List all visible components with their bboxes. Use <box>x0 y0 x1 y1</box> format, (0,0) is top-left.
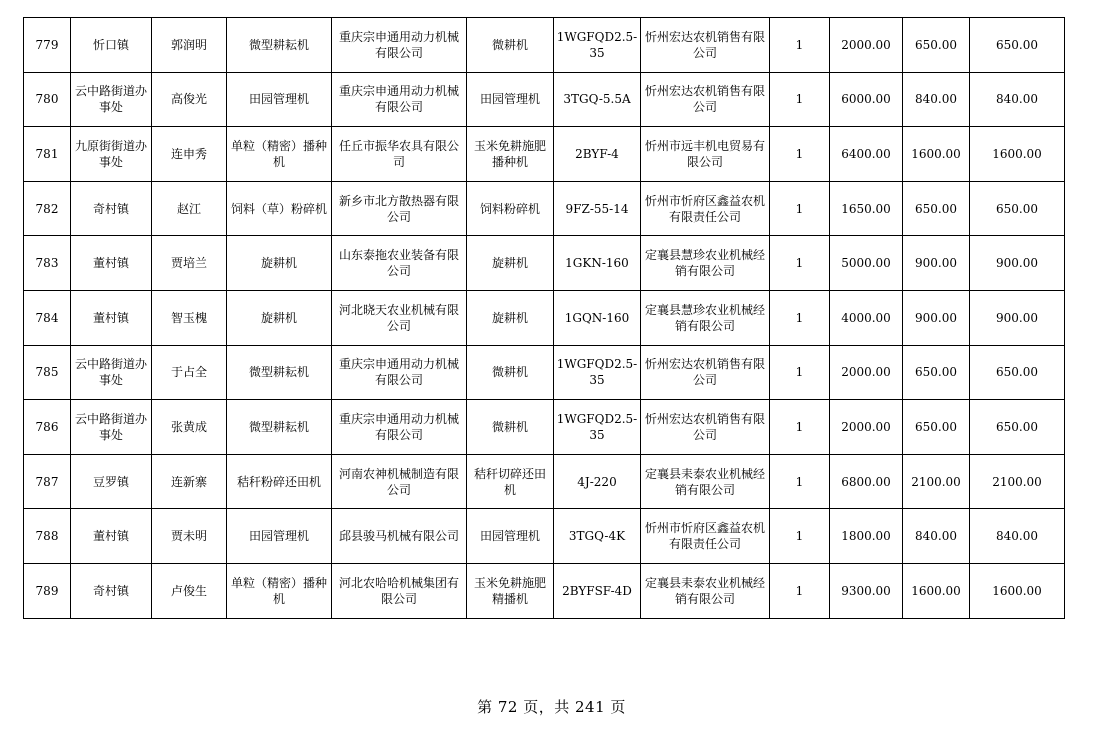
cell-product-name: 饲料粉碎机 <box>467 181 554 236</box>
cell-subsidy-total: 650.00 <box>970 345 1065 400</box>
cell-town: 云中路街道办事处 <box>71 400 152 455</box>
cell-sale-price: 1800.00 <box>830 509 903 564</box>
cell-dealer: 忻州市忻府区鑫益农机有限责任公司 <box>641 181 770 236</box>
cell-quantity: 1 <box>770 181 830 236</box>
cell-quantity: 1 <box>770 127 830 182</box>
table-row <box>24 400 1065 455</box>
cell-manufacturer: 山东泰拖农业装备有限公司 <box>332 236 467 291</box>
cell-subsidy-amount: 900.00 <box>903 290 970 345</box>
cell-product-name: 旋耕机 <box>467 290 554 345</box>
cell-dealer: 定襄县慧珍农业机械经销有限公司 <box>641 236 770 291</box>
cell-row-number: 784 <box>24 290 71 345</box>
cell-machine-category: 单粒（精密）播种机 <box>227 563 332 618</box>
cell-sale-price: 4000.00 <box>830 290 903 345</box>
cell-quantity: 1 <box>770 290 830 345</box>
cell-town: 豆罗镇 <box>71 454 152 509</box>
cell-farmer-name: 连申秀 <box>152 127 227 182</box>
table-row <box>24 345 1065 400</box>
cell-subsidy-total: 900.00 <box>970 236 1065 291</box>
table-row <box>24 72 1065 127</box>
cell-town: 董村镇 <box>71 290 152 345</box>
cell-quantity: 1 <box>770 563 830 618</box>
cell-manufacturer: 重庆宗申通用动力机械有限公司 <box>332 18 467 73</box>
cell-subsidy-amount: 900.00 <box>903 236 970 291</box>
cell-sale-price: 1650.00 <box>830 181 903 236</box>
cell-sale-price: 6400.00 <box>830 127 903 182</box>
cell-product-name: 田园管理机 <box>467 72 554 127</box>
cell-subsidy-amount: 650.00 <box>903 181 970 236</box>
cell-subsidy-total: 840.00 <box>970 509 1065 564</box>
cell-farmer-name: 高俊光 <box>152 72 227 127</box>
cell-dealer: 忻州宏达农机销售有限公司 <box>641 345 770 400</box>
cell-machine-category: 微型耕耘机 <box>227 345 332 400</box>
cell-dealer: 忻州宏达农机销售有限公司 <box>641 72 770 127</box>
table-row <box>24 127 1065 182</box>
cell-subsidy-amount: 650.00 <box>903 400 970 455</box>
cell-subsidy-amount: 840.00 <box>903 509 970 564</box>
cell-quantity: 1 <box>770 236 830 291</box>
cell-model: 3TGQ-4K <box>554 509 641 564</box>
cell-quantity: 1 <box>770 454 830 509</box>
cell-farmer-name: 郭润明 <box>152 18 227 73</box>
cell-subsidy-total: 840.00 <box>970 72 1065 127</box>
cell-row-number: 787 <box>24 454 71 509</box>
cell-product-name: 微耕机 <box>467 400 554 455</box>
page-footer: 第 72 页，共 241 页 <box>477 698 626 716</box>
cell-manufacturer: 新乡市北方散热器有限公司 <box>332 181 467 236</box>
cell-quantity: 1 <box>770 72 830 127</box>
cell-subsidy-amount: 1600.00 <box>903 127 970 182</box>
cell-sale-price: 6000.00 <box>830 72 903 127</box>
cell-subsidy-total: 1600.00 <box>970 563 1065 618</box>
cell-machine-category: 田园管理机 <box>227 509 332 564</box>
cell-manufacturer: 重庆宗申通用动力机械有限公司 <box>332 400 467 455</box>
cell-subsidy-amount: 840.00 <box>903 72 970 127</box>
cell-manufacturer: 河北农哈哈机械集团有限公司 <box>332 563 467 618</box>
table-row <box>24 236 1065 291</box>
cell-subsidy-total: 1600.00 <box>970 127 1065 182</box>
cell-product-name: 微耕机 <box>467 345 554 400</box>
cell-product-name: 旋耕机 <box>467 236 554 291</box>
cell-farmer-name: 贾培兰 <box>152 236 227 291</box>
cell-sale-price: 2000.00 <box>830 345 903 400</box>
cell-quantity: 1 <box>770 509 830 564</box>
cell-machine-category: 田园管理机 <box>227 72 332 127</box>
cell-sale-price: 2000.00 <box>830 400 903 455</box>
cell-quantity: 1 <box>770 345 830 400</box>
cell-town: 九原街街道办事处 <box>71 127 152 182</box>
cell-row-number: 788 <box>24 509 71 564</box>
cell-dealer: 定襄县慧珍农业机械经销有限公司 <box>641 290 770 345</box>
cell-dealer: 定襄县耒泰农业机械经销有限公司 <box>641 454 770 509</box>
cell-model: 1GQN-160 <box>554 290 641 345</box>
cell-machine-category: 饲料（草）粉碎机 <box>227 181 332 236</box>
cell-model: 1GKN-160 <box>554 236 641 291</box>
cell-machine-category: 单粒（精密）播种机 <box>227 127 332 182</box>
cell-subsidy-total: 650.00 <box>970 181 1065 236</box>
cell-farmer-name: 张黄成 <box>152 400 227 455</box>
cell-farmer-name: 赵江 <box>152 181 227 236</box>
cell-town: 云中路街道办事处 <box>71 345 152 400</box>
cell-model: 1WGFQD2.5-35 <box>554 18 641 73</box>
cell-product-name: 玉米免耕施肥播种机 <box>467 127 554 182</box>
cell-row-number: 779 <box>24 18 71 73</box>
table-row <box>24 290 1065 345</box>
cell-model: 4J-220 <box>554 454 641 509</box>
cell-town: 云中路街道办事处 <box>71 72 152 127</box>
cell-town: 董村镇 <box>71 236 152 291</box>
cell-subsidy-total: 650.00 <box>970 18 1065 73</box>
cell-dealer: 忻州宏达农机销售有限公司 <box>641 400 770 455</box>
cell-manufacturer: 任丘市振华农具有限公司 <box>332 127 467 182</box>
cell-farmer-name: 于占全 <box>152 345 227 400</box>
cell-machine-category: 微型耕耘机 <box>227 400 332 455</box>
cell-model: 2BYFSF-4D <box>554 563 641 618</box>
table-row <box>24 454 1065 509</box>
cell-product-name: 玉米免耕施肥精播机 <box>467 563 554 618</box>
cell-sale-price: 6800.00 <box>830 454 903 509</box>
cell-machine-category: 旋耕机 <box>227 236 332 291</box>
cell-manufacturer: 邱县骏马机械有限公司 <box>332 509 467 564</box>
cell-dealer: 忻州市远丰机电贸易有限公司 <box>641 127 770 182</box>
table-row <box>24 181 1065 236</box>
cell-manufacturer: 河北晓天农业机械有限公司 <box>332 290 467 345</box>
cell-town: 忻口镇 <box>71 18 152 73</box>
cell-dealer: 忻州市忻府区鑫益农机有限责任公司 <box>641 509 770 564</box>
cell-subsidy-amount: 650.00 <box>903 18 970 73</box>
cell-row-number: 782 <box>24 181 71 236</box>
cell-town: 董村镇 <box>71 509 152 564</box>
cell-model: 3TGQ-5.5A <box>554 72 641 127</box>
cell-row-number: 786 <box>24 400 71 455</box>
cell-row-number: 783 <box>24 236 71 291</box>
cell-quantity: 1 <box>770 400 830 455</box>
table-row <box>24 18 1065 73</box>
cell-row-number: 789 <box>24 563 71 618</box>
cell-subsidy-total: 650.00 <box>970 400 1065 455</box>
cell-machine-category: 微型耕耘机 <box>227 18 332 73</box>
cell-sale-price: 9300.00 <box>830 563 903 618</box>
table-row <box>24 509 1065 564</box>
cell-model: 9FZ-55-14 <box>554 181 641 236</box>
cell-subsidy-amount: 650.00 <box>903 345 970 400</box>
cell-farmer-name: 贾未明 <box>152 509 227 564</box>
cell-row-number: 780 <box>24 72 71 127</box>
cell-product-name: 田园管理机 <box>467 509 554 564</box>
cell-sale-price: 2000.00 <box>830 18 903 73</box>
cell-product-name: 秸秆切碎还田机 <box>467 454 554 509</box>
cell-quantity: 1 <box>770 18 830 73</box>
cell-model: 1WGFQD2.5-35 <box>554 400 641 455</box>
cell-manufacturer: 河南农神机械制造有限公司 <box>332 454 467 509</box>
cell-manufacturer: 重庆宗申通用动力机械有限公司 <box>332 345 467 400</box>
cell-manufacturer: 重庆宗申通用动力机械有限公司 <box>332 72 467 127</box>
cell-machine-category: 旋耕机 <box>227 290 332 345</box>
cell-row-number: 785 <box>24 345 71 400</box>
cell-subsidy-amount: 1600.00 <box>903 563 970 618</box>
cell-subsidy-total: 2100.00 <box>970 454 1065 509</box>
cell-subsidy-total: 900.00 <box>970 290 1065 345</box>
subsidy-table <box>23 17 1065 619</box>
cell-farmer-name: 卢俊生 <box>152 563 227 618</box>
cell-model: 2BYF-4 <box>554 127 641 182</box>
cell-dealer: 忻州宏达农机销售有限公司 <box>641 18 770 73</box>
cell-subsidy-amount: 2100.00 <box>903 454 970 509</box>
cell-machine-category: 秸秆粉碎还田机 <box>227 454 332 509</box>
cell-town: 奇村镇 <box>71 181 152 236</box>
table-body <box>24 18 1065 619</box>
cell-farmer-name: 连新寨 <box>152 454 227 509</box>
cell-model: 1WGFQD2.5-35 <box>554 345 641 400</box>
table-row <box>24 563 1065 618</box>
cell-town: 奇村镇 <box>71 563 152 618</box>
cell-sale-price: 5000.00 <box>830 236 903 291</box>
cell-row-number: 781 <box>24 127 71 182</box>
cell-dealer: 定襄县耒泰农业机械经销有限公司 <box>641 563 770 618</box>
cell-farmer-name: 智玉槐 <box>152 290 227 345</box>
cell-product-name: 微耕机 <box>467 18 554 73</box>
